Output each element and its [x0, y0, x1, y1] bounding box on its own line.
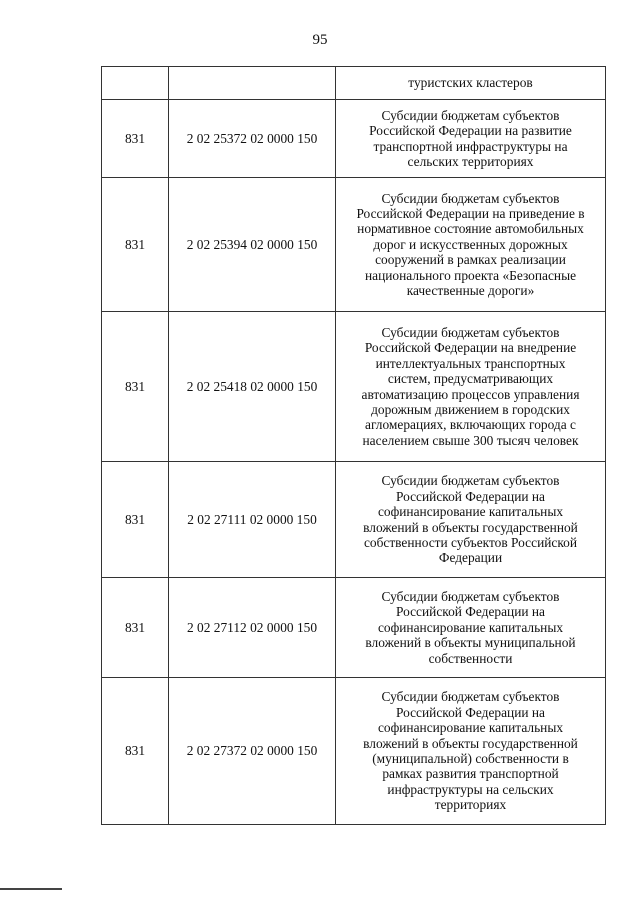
name-line: собственности: [428, 650, 513, 666]
revenue-name-cell: [336, 312, 606, 462]
name-line: интеллектуальных транспортных: [375, 355, 566, 371]
budget-code-cell: 2 02 27372 02 0000 150: [169, 678, 336, 825]
admin-code-cell: 831: [102, 178, 169, 312]
name-line: Российской Федерации на: [395, 704, 546, 720]
name-line: сооружений в рамках реализации: [375, 252, 566, 268]
name-line: населением свыше 300 тысяч человек: [362, 432, 579, 448]
name-line: автоматизацию процессов управления: [361, 386, 580, 402]
revenue-name-cell: [336, 578, 606, 678]
revenue-name-cell: [336, 100, 606, 178]
name-line: Субсидии бюджетам субъектов: [381, 588, 560, 604]
name-line: территориях: [434, 797, 507, 813]
name-line: Субсидии бюджетам субъектов: [381, 324, 560, 340]
name-line: туристских кластеров: [408, 75, 533, 91]
name-line: качественные дороги»: [406, 283, 535, 299]
name-line: вложений в объекты государственной: [363, 519, 578, 535]
name-line: софинансирование капитальных: [377, 619, 564, 635]
name-line: Субсидии бюджетам субъектов: [381, 689, 560, 705]
table-row: [102, 100, 606, 178]
page-edge-mark: [0, 888, 62, 890]
name-line: дорожным движением в городских: [371, 401, 570, 417]
revenue-name-cell: [336, 678, 606, 825]
table-row: [102, 178, 606, 312]
budget-code-cell: 2 02 27112 02 0000 150: [169, 578, 336, 678]
budget-code-cell: [169, 67, 336, 100]
revenue-name-cell: [336, 462, 606, 578]
admin-code-cell: 831: [102, 100, 169, 178]
admin-code-cell: 831: [102, 312, 169, 462]
name-line: Российской Федерации на развитие: [369, 123, 572, 139]
name-line: Российской Федерации на: [395, 604, 546, 620]
name-line: Субсидии бюджетам субъектов: [381, 190, 560, 206]
name-line: систем, предусматривающих: [387, 371, 554, 387]
name-line: национального проекта «Безопасные: [364, 267, 577, 283]
name-line: рамках развития транспортной: [382, 766, 559, 782]
table-row: [102, 462, 606, 578]
name-line: Российской Федерации на приведение в: [356, 205, 585, 221]
name-line: вложений в объекты муниципальной: [365, 635, 576, 651]
budget-code-cell: 2 02 25394 02 0000 150: [169, 178, 336, 312]
name-line: инфраструктуры на сельских: [387, 781, 554, 797]
name-line: софинансирование капитальных: [377, 504, 564, 520]
name-line: софинансирование капитальных: [377, 720, 564, 736]
page-number: 95: [312, 32, 328, 48]
admin-code-cell: [102, 67, 169, 100]
admin-code-cell: 831: [102, 462, 169, 578]
table-row: [102, 67, 606, 100]
name-line: транспортной инфраструктуры на: [373, 138, 568, 154]
name-line: Федерации: [438, 550, 503, 566]
name-line: Субсидии бюджетам субъектов: [381, 107, 560, 123]
name-line: сельских территориях: [407, 153, 534, 169]
admin-code-cell: 831: [102, 678, 169, 825]
budget-code-cell: 2 02 25418 02 0000 150: [169, 312, 336, 462]
name-line: (муниципальной) собственности в: [372, 751, 569, 766]
name-line: Субсидии бюджетам субъектов: [381, 473, 560, 489]
revenue-name-cell: [336, 178, 606, 312]
budget-code-cell: 2 02 27111 02 0000 150: [169, 462, 336, 578]
revenue-name-cell: [336, 67, 606, 100]
budget-classification-table: [101, 66, 606, 825]
name-line: дорог и искусственных дорожных: [373, 236, 568, 252]
table-row: [102, 578, 606, 678]
admin-code-cell: 831: [102, 578, 169, 678]
name-line: Российской Федерации на внедрение: [364, 340, 577, 356]
table-row: [102, 678, 606, 825]
name-line: Российской Федерации на: [395, 488, 546, 504]
budget-code-cell: 2 02 25372 02 0000 150: [169, 100, 336, 178]
table-row: [102, 312, 606, 462]
name-line: нормативное состояние автомобильных: [357, 221, 584, 237]
name-line: агломерациях, включающих города с: [365, 417, 576, 433]
name-line: вложений в объекты государственной: [363, 735, 578, 751]
name-line: собственности субъектов Российской: [363, 534, 578, 550]
